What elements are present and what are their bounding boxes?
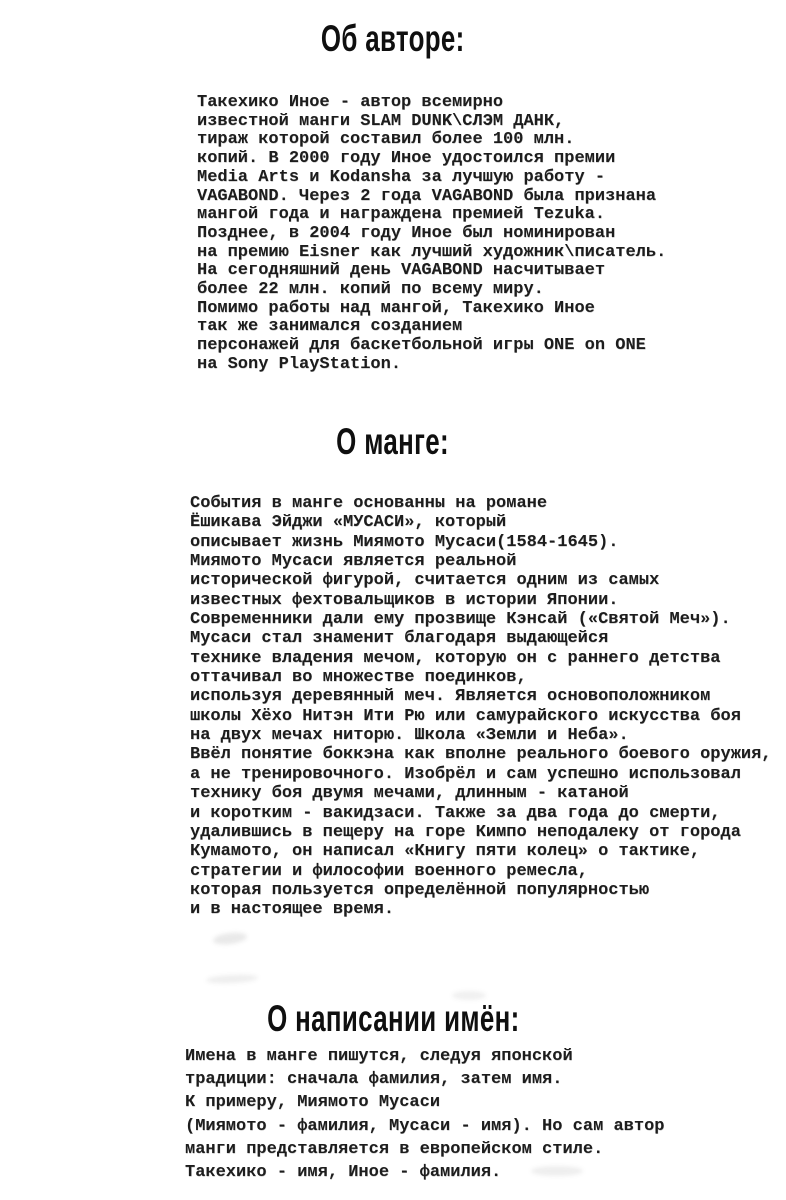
text-line: описывает жизнь Миямото Мусаси(1584-1645). xyxy=(190,532,619,552)
text-line: Современники дали ему прозвище Кэнсай («Святой Меч»). xyxy=(190,610,731,630)
text-line: на Sony PlayStation. xyxy=(197,354,402,374)
text-line: События в манге основанны на романе xyxy=(190,494,548,513)
text-line: тираж которой составил более 100 млн. xyxy=(197,130,575,150)
scan-smudge xyxy=(452,991,486,1000)
text-line: так же занимался созданием xyxy=(197,317,463,337)
text-line: Миямото Мусаси является реальной xyxy=(190,552,517,572)
text-line: используя деревянный меч. Является основоположником xyxy=(190,687,711,707)
text-line: на двух мечах ниторю. Школа «Земли и Неба». xyxy=(190,726,629,746)
text-line: оттачивал во множестве поединков, xyxy=(190,668,527,688)
text-line: Такехико - имя, Иное - фамилия. xyxy=(185,1163,502,1183)
text-line: Кумамото, он написал «Книгу пяти колец» о тактике, xyxy=(190,842,701,862)
text-line: школы Хёхо Нитэн Ити Рю или самурайского искусства боя xyxy=(190,706,741,726)
text-line: а не тренировочного. Изобрёл и сам успешно использовал xyxy=(190,764,741,784)
text-line: На сегодняшний день VAGABOND насчитывает xyxy=(197,261,606,281)
text-line: традиции: сначала фамилия, затем имя. xyxy=(185,1070,563,1090)
section-body-about-manga xyxy=(190,494,772,920)
section-title-about-manga xyxy=(0,423,786,460)
section-title-about-author xyxy=(0,20,786,57)
section-title-text: О написании имён: xyxy=(266,998,520,1039)
text-line: Позднее, в 2004 году Иное был номинирован xyxy=(197,223,616,243)
scan-smudge xyxy=(531,1166,583,1176)
text-line: Ввёл понятие боккэна как вполне реального боевого оружия, xyxy=(190,745,772,765)
scan-smudge xyxy=(206,974,258,985)
text-line: известной манги SLAM DUNK\СЛЭМ ДАНК, xyxy=(197,111,565,131)
text-line: технику боя двумя мечами, длинным - катаной xyxy=(190,784,629,804)
text-line: персонажей для баскетбольной игры ONE on ONE xyxy=(197,336,646,356)
text-line: и коротким - вакидзаси. Также за два года до смерти, xyxy=(190,803,721,823)
text-line: и в настоящее время. xyxy=(190,900,395,920)
section-title-text: Об авторе: xyxy=(321,18,465,59)
text-line: Мусаси стал знаменит благодаря выдающейся xyxy=(190,629,609,649)
text-line: технике владения мечом, которую он с раннего детства xyxy=(190,648,721,668)
text-line: копий. В 2000 году Иное удостоился премии xyxy=(197,149,616,169)
scan-smudge xyxy=(212,931,247,946)
text-line: Media Arts и Kodansha за лучшую работу - xyxy=(197,167,606,187)
text-line: стратегии и философии военного ремесла, xyxy=(190,861,588,881)
text-line: исторической фигурой, считается одним из самых xyxy=(190,571,660,591)
section-title-text: О манге: xyxy=(336,421,450,462)
text-line: Такехико Иное - автор всемирно xyxy=(197,93,504,112)
text-line: (Миямото - фамилия, Мусаси - имя). Но сам автор xyxy=(185,1116,665,1136)
text-line: манги представляется в европейском стиле. xyxy=(185,1139,604,1159)
text-line: мангой года и награждена премией Tezuka. xyxy=(197,205,606,225)
text-line: Помимо работы над мангой, Такехико Иное xyxy=(197,298,595,318)
text-line: К примеру, Миямото Мусаси xyxy=(185,1093,441,1113)
text-line: Ёшикава Эйджи «МУСАСИ», который xyxy=(190,513,507,533)
text-line: которая пользуется определённой популярностью xyxy=(190,880,650,900)
text-line: на премию Eisner как лучший художник\писатель. xyxy=(197,242,667,262)
text-line: удалившись в пещеру на горе Кимпо неподалеку от города xyxy=(190,822,741,842)
section-body-about-names xyxy=(185,1045,664,1184)
section-body-about-author xyxy=(197,94,666,375)
text-line: известных фехтовальщиков в истории Японии. xyxy=(190,590,619,610)
text-line: Имена в манге пишутся, следуя японской xyxy=(185,1047,573,1066)
text-line: VAGABOND. Через 2 года VAGABOND была признана xyxy=(197,186,657,206)
section-title-about-names xyxy=(0,1000,786,1037)
text-line: более 22 млн. копий по всему миру. xyxy=(197,280,544,300)
